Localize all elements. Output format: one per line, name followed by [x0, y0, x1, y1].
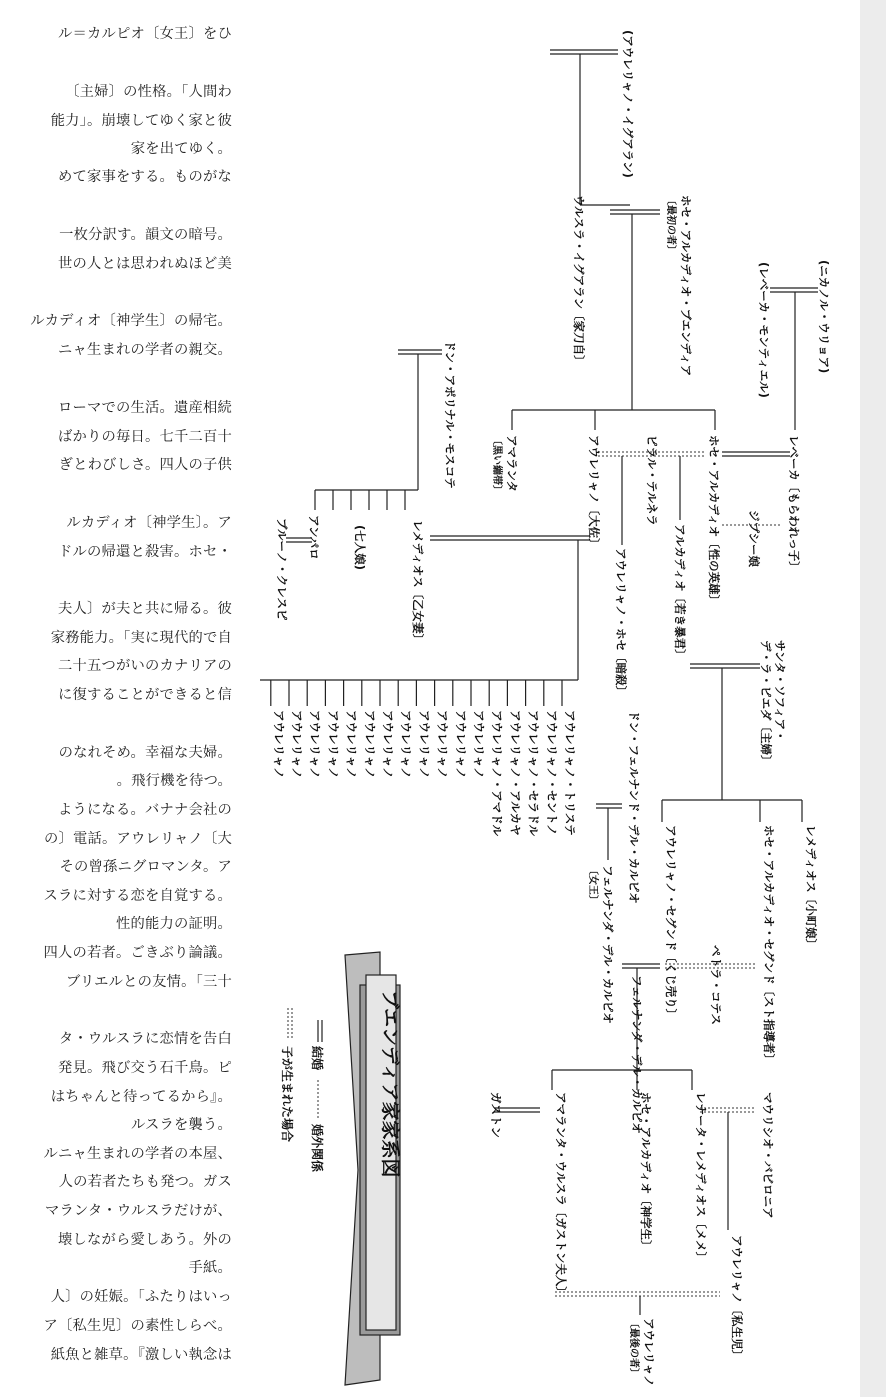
seventeen-aurelianos-ticks — [271, 680, 562, 706]
text-line: 家を出てゆく。 — [130, 141, 232, 157]
name-jose-arcadio-seminarian: ホセ・アルカディオ〔神学生〕 — [639, 1092, 653, 1252]
name-santa-sofia: サンタ・ソフィア・ — [773, 640, 787, 742]
name-seventeen-8: アウレリャノ — [435, 710, 450, 779]
text-line: ブリエルとの友情。「三十 — [66, 974, 232, 990]
legend-marriage: 結婚 — [310, 1046, 324, 1071]
name-seven-daughters: (七人娘) — [353, 525, 367, 571]
name-jose-arcadio-b1-note: 〔最初の者〕 — [665, 195, 676, 255]
name-seventeen-12: アウレリャノ — [362, 710, 377, 779]
name-mauricio: マウリシオ・バビロニア — [761, 1092, 775, 1219]
name-seventeen-10: アウレリャノ — [399, 710, 414, 779]
text-line: ア〔私生児〕の素性しらべ。 — [43, 1318, 232, 1334]
name-amaranta-note: 〔黒い繃帯〕 — [491, 435, 502, 495]
name-aureliano-iguaran: (アウレリャノ・イグアラン) — [621, 30, 635, 178]
name-aureliano-segundo: アウレリャノ・セグンド〔くじ売り〕 — [664, 825, 678, 1021]
text-line: 〔主婦〕の性格。「人間わ — [65, 84, 232, 100]
text-line: 紙魚と雑草。『激しい執念は — [50, 1347, 232, 1363]
name-seventeen-1: アウレリャノ・トリステ — [563, 710, 577, 836]
name-seventeen-11: アウレリャノ — [381, 710, 395, 779]
text-line: ドルの帰還と殺害。ホセ・ — [58, 544, 232, 560]
text-line: ニャ生まれの学者の親交。 — [58, 342, 232, 358]
name-aureliano-last: アウレリャノ — [642, 1318, 656, 1387]
text-line: ばかりの毎日。七千二百十 — [58, 429, 232, 445]
text-line: 壊しながら愛しあう。外の — [58, 1232, 232, 1248]
text-line: めて家事をする。ものがな — [58, 169, 232, 185]
scrollbar[interactable] — [860, 0, 886, 1397]
name-seventeen-13: アウレリャノ — [344, 710, 359, 779]
name-seventeen-16: アウレリャノ — [290, 710, 304, 779]
name-rebeca-montiel: (レベーカ・モンティエル) — [757, 262, 771, 398]
name-aureliano-bastard: アウレリャノ〔私生児〕 — [730, 1235, 744, 1362]
name-aureliano-colonel: アウレリャノ〔大佐〕 — [587, 435, 601, 550]
name-don-apolinar: ドン・アポリナル・モスコテ — [443, 340, 457, 489]
text-line: 手紙。 — [188, 1260, 232, 1276]
text-line: に復することができると信 — [58, 687, 232, 703]
name-seventeen-9: アウレリャノ — [417, 710, 432, 779]
name-santa-sofia-2: デ・ラ・ピエダ〔主婦〕 — [759, 640, 773, 767]
text-line: のなれそめ。幸福な夫婦。 — [58, 745, 232, 761]
name-seventeen-17: アウレリャノ — [271, 710, 286, 779]
name-fernanda: フェルナンダ・デル・カルピオ — [601, 865, 615, 1024]
name-aureliano-last-note: 〔最後の者〕 — [628, 1318, 639, 1378]
text-line: ルカディオ〔神学生〕の帰宅。 — [30, 313, 232, 329]
name-fernanda-married: フェルナンダ・デル・カルピオ — [630, 975, 644, 1134]
name-aureliano-jose: アウレリャノ・ホセ〔暗殺〕 — [614, 548, 628, 698]
name-amparo: アンパロ — [307, 515, 321, 560]
text-line: 家務能力。「実に現代的で自 — [50, 630, 232, 646]
name-seventeen-2: アウレリャノ・セントノ — [544, 710, 559, 836]
name-remedios-beauty: レメディオス〔小町娘〕 — [804, 825, 818, 951]
name-amaranta-ursula: アマランタ・ウルスラ〔ガストン夫人〕 — [554, 1092, 568, 1298]
name-fernanda-note: 〔女王〕 — [587, 865, 598, 905]
text-line: タ・ウルスラに恋情を告白 — [58, 1031, 232, 1047]
name-seventeen-14: アウレリャノ — [326, 710, 341, 779]
name-jose-arcadio-segundo: ホセ・アルカディオ・セグンド〔スト指導者〕 — [762, 825, 776, 1066]
title-banner — [345, 952, 402, 1385]
name-seventeen-7: アウレリャノ — [453, 710, 468, 779]
name-gaston: ガストン — [489, 1092, 503, 1138]
name-gypsy-girl: ジプシー娘 — [747, 510, 761, 568]
text-line: ルスラを襲う。 — [130, 1117, 232, 1133]
text-line: の〕電話。アウレリャノ〔大 — [43, 831, 232, 847]
name-nikanor-ulloa: (ニカノル・ウリョア) — [817, 260, 831, 374]
text-line: 。飛行機を待つ。 — [116, 773, 232, 789]
text-line: ルニャ生まれの学者の本屋、 — [43, 1146, 232, 1162]
seventeen-aurelianos — [272, 710, 577, 837]
name-seventeen-5: アウレリャノ・アマドル — [490, 710, 505, 837]
name-jose-arcadio-b1: ホセ・アルカディオ・ブエンディア — [679, 195, 693, 377]
name-seventeen-4: アウレリャノ・アルカヤ — [508, 710, 523, 836]
text-line: ローマでの生活。遺産相続 — [58, 400, 232, 416]
text-line: 人の若者たちも発つ。ガス — [58, 1174, 232, 1190]
legend-child-note: 子が生まれた場合 — [280, 1046, 294, 1143]
name-petra-cotes: ペトラ・コテス — [709, 945, 723, 1026]
name-renata: レナータ・レメディオス〔メメ〕 — [694, 1092, 708, 1264]
text-line: 能力」。崩壊してゆく家と彼 — [50, 113, 232, 129]
name-remedios-child: レメディオス〔乙女妻〕 — [411, 520, 425, 646]
text-line: 二十五つがいのカナリアの — [58, 658, 232, 674]
name-seventeen-3: アウレリャノ・セラドル — [526, 710, 541, 837]
text-line: 発見。飛び交う石千鳥。ピ — [58, 1060, 232, 1076]
text-line: スラに対する恋を自覚する。 — [43, 888, 232, 904]
name-seventeen-6: アウレリャノ — [472, 710, 486, 779]
text-line: 人〕の妊娠。「ふたりはいっ — [50, 1289, 232, 1305]
name-bruno-crespi: ブルーノ・クレスピ — [275, 518, 289, 621]
name-seventeen-15: アウレリャノ — [308, 710, 323, 779]
text-line: マランタ・ウルスラだけが、 — [44, 1203, 232, 1219]
text-line: ぎとわびしさ。四人の子供 — [58, 457, 232, 473]
text-line: 世の人とは思われぬほど美 — [58, 256, 232, 272]
text-line: 一枚分訳す。韻文の暗号。 — [59, 227, 232, 243]
name-pilar: ピラル・テルネラ — [645, 435, 659, 526]
text-line: ルカディオ〔神学生〕。ア — [66, 515, 232, 531]
name-rebeca: レベーカ〔もらわれっ子〕 — [787, 435, 801, 573]
name-amaranta: アマランタ — [505, 435, 519, 493]
text-line: はちゃんと待ってるから』。 — [50, 1089, 232, 1105]
text-line: 性的能力の証明。 — [116, 916, 232, 932]
text-line: 四人の若者。ごきぶり論議。 — [43, 945, 232, 961]
text-line: ル＝カルピオ〔女王〕をひ — [58, 26, 232, 42]
name-ursula: ウルスラ・イグアラン〔家刀自〕 — [572, 195, 586, 367]
legend-extramarital: 婚外関係 — [310, 1124, 324, 1173]
text-line: ようになる。バナナ会社の — [58, 802, 232, 818]
name-jose-arcadio-hero: ホセ・アルカディオ〔性の英雄〕 — [707, 435, 721, 607]
name-don-fernando: ドン・フェルナンド・デル・カルピオ — [627, 710, 641, 904]
text-line: その曾孫ニグロマンタ。ア — [59, 859, 232, 875]
name-arcadio: アルカディオ〔若き暴君〕 — [673, 524, 687, 661]
text-line: 夫人〕が夫と共に帰る。彼 — [58, 601, 232, 617]
legend — [280, 1008, 325, 1173]
tree-title: ブエンディア家家系図 — [379, 990, 401, 1178]
